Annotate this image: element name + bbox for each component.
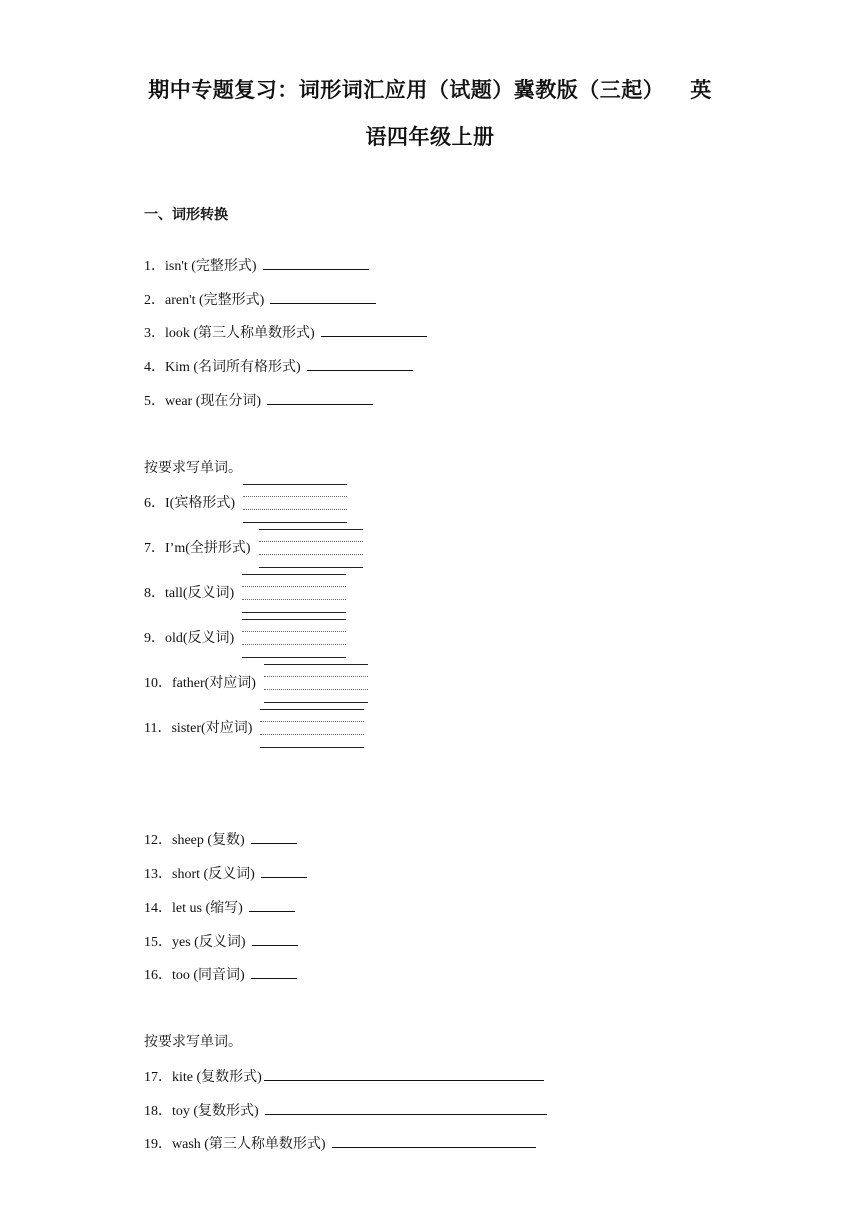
question-14: [144, 897, 295, 918]
four-line-answer[interactable]: [260, 709, 364, 749]
title-line-1: [0, 74, 860, 104]
question-text: sister(对应词): [171, 721, 253, 737]
question-number: 3．: [144, 326, 165, 341]
answer-blank[interactable]: [252, 931, 298, 946]
question-17: [144, 1066, 544, 1087]
four-line-answer[interactable]: [264, 664, 368, 704]
question-7: [144, 529, 363, 569]
question-number: 14．: [144, 901, 172, 916]
question-18: [144, 1100, 547, 1121]
question-text: kite (复数形式): [172, 1070, 262, 1085]
question-number: 19．: [144, 1137, 172, 1152]
question-6: [144, 484, 347, 524]
question-text: old(反义词): [165, 631, 235, 647]
question-text: let us (缩写): [172, 901, 243, 916]
question-number: 18．: [144, 1104, 172, 1119]
question-16: [144, 964, 297, 985]
answer-blank[interactable]: [261, 863, 307, 878]
question-text: tall(反义词): [165, 586, 235, 602]
section-1-heading: 一、词形转换: [144, 208, 228, 223]
question-text: I’m(全拼形式): [165, 541, 251, 557]
question-number: 15．: [144, 935, 172, 950]
answer-blank[interactable]: [264, 1066, 544, 1081]
question-number: 17．: [144, 1070, 172, 1085]
question-number: 6．: [144, 496, 165, 512]
question-text: short (反义词): [172, 867, 255, 882]
answer-blank[interactable]: [332, 1133, 536, 1148]
question-4: [144, 356, 413, 377]
answer-blank[interactable]: [321, 322, 427, 337]
question-number: 4．: [144, 360, 165, 375]
question-text: look (第三人称单数形式): [165, 326, 315, 341]
question-number: 12．: [144, 833, 172, 848]
question-2: [144, 289, 376, 310]
answer-blank[interactable]: [265, 1100, 547, 1115]
answer-blank[interactable]: [251, 829, 297, 844]
question-text: yes (反义词): [172, 935, 246, 950]
question-text: Kim (名词所有格形式): [165, 360, 301, 375]
question-number: 1．: [144, 259, 165, 274]
question-number: 16．: [144, 968, 172, 983]
question-12: [144, 829, 297, 850]
question-15: [144, 931, 298, 952]
answer-blank[interactable]: [251, 964, 297, 979]
answer-blank[interactable]: [270, 289, 376, 304]
four-line-answer[interactable]: [242, 574, 346, 614]
question-text: wash (第三人称单数形式): [172, 1137, 326, 1152]
question-number: 5．: [144, 394, 165, 409]
title-line-2: 语四年级上册: [365, 125, 495, 149]
question-1: [144, 255, 369, 276]
question-text: isn't (完整形式): [165, 259, 257, 274]
four-line-answer[interactable]: [242, 619, 346, 659]
section-2-instruction: 按要求写单词。: [144, 461, 242, 476]
question-text: aren't (完整形式): [165, 293, 265, 308]
question-19: [144, 1133, 536, 1154]
four-line-answer[interactable]: [243, 484, 347, 524]
question-number: 13．: [144, 867, 172, 882]
title-main: 期中专题复习：词形词汇应用（试题）冀教版（三起）: [148, 78, 665, 102]
question-text: wear (现在分词): [165, 394, 262, 409]
question-text: too (同音词): [172, 968, 245, 983]
question-number: 10．: [144, 676, 172, 692]
four-line-answer[interactable]: [259, 529, 363, 569]
question-text: I(宾格形式): [165, 496, 235, 512]
question-text: sheep (复数): [172, 833, 245, 848]
question-number: 2．: [144, 293, 165, 308]
question-9: [144, 619, 346, 659]
question-text: father(对应词): [172, 676, 256, 692]
question-3: [144, 322, 427, 343]
question-5: [144, 390, 373, 411]
question-number: 9．: [144, 631, 165, 647]
answer-blank[interactable]: [307, 356, 413, 371]
answer-blank[interactable]: [267, 390, 373, 405]
title-tail: 英: [690, 78, 712, 102]
question-11: [144, 709, 364, 749]
question-number: 7．: [144, 541, 165, 557]
question-8: [144, 574, 346, 614]
question-13: [144, 863, 307, 884]
question-text: toy (复数形式): [172, 1104, 259, 1119]
answer-blank[interactable]: [249, 897, 295, 912]
section-4-instruction: 按要求写单词。: [144, 1035, 242, 1050]
question-number: 11．: [144, 721, 172, 737]
answer-blank[interactable]: [263, 255, 369, 270]
question-number: 8．: [144, 586, 165, 602]
question-10: [144, 664, 368, 704]
